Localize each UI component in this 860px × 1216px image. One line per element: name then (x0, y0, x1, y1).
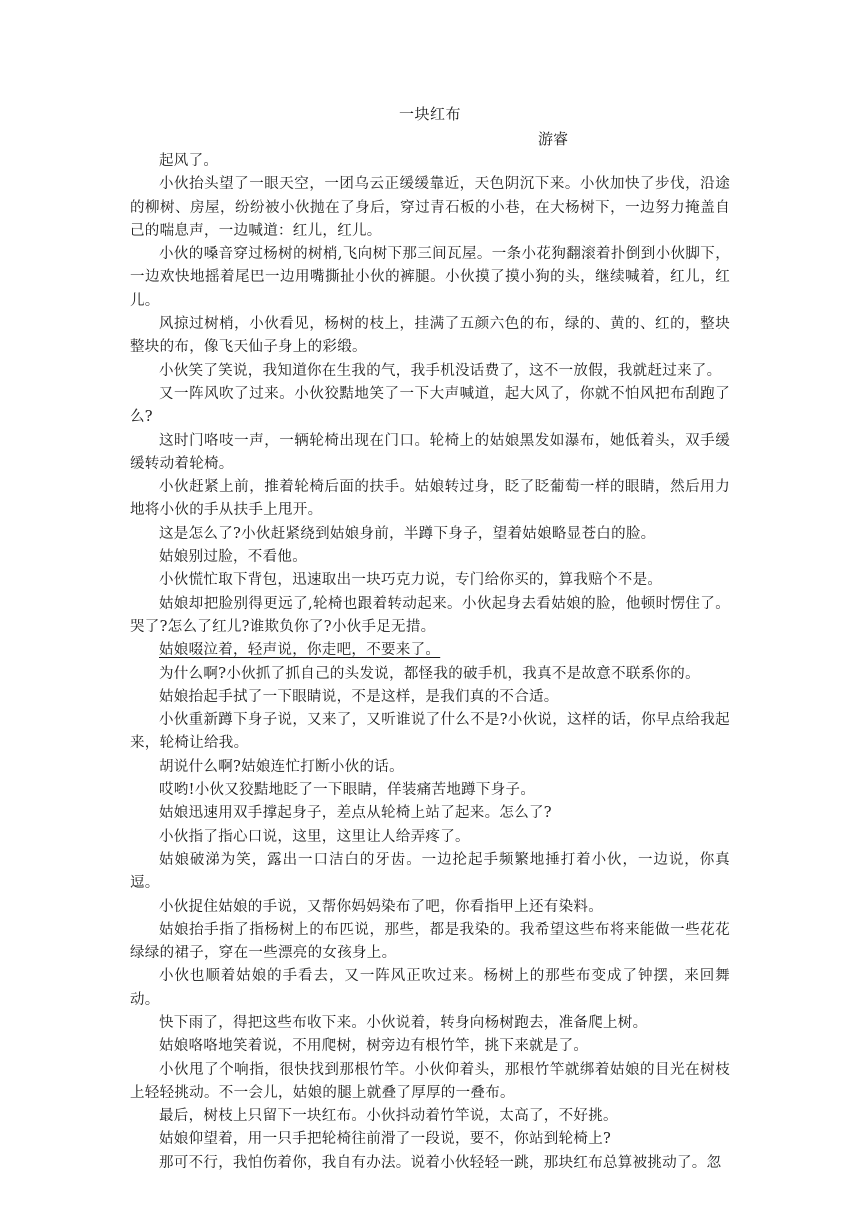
paragraph: 小伙也顺着姑娘的手看去，又一阵风正吹过来。杨树上的那些布变成了钟摆，来回舞动。 (130, 968, 730, 1008)
paragraph: 最后，树枝上只留下一块红布。小伙抖动着竹竿说，太高了，不好挑。 (159, 1108, 618, 1125)
paragraph: 哎哟!小伙又狡黠地眨了一下眼睛，佯装痛苦地蹲下身子。 (159, 782, 536, 799)
paragraph: 这时门咯吱一声，一辆轮椅出现在门口。轮椅上的姑娘黑发如瀑布，她低着头，双手缓缓转动着轮椅。 (130, 432, 730, 472)
author-name: 游睿 (538, 130, 569, 148)
paragraph: 姑娘却把脸别得更远了,轮椅也跟着转动起来。小伙起身去看姑娘的脸，他顿时愣住了。哭了?怎么了红儿?谁欺负你了?小伙手足无措。 (130, 595, 730, 635)
paragraph: 这是怎么了?小伙赶紧绕到姑娘身前，半蹲下身子，望着姑娘略显苍白的脸。 (159, 525, 656, 542)
paragraph: 小伙笑了笑说，我知道你在生我的气，我手机没话费了，这不一放假，我就赶过来了。 (159, 362, 722, 379)
paragraph: 小伙捉住姑娘的手说，又帮你妈妈染布了吧，你看指甲上还有染料。 (159, 898, 603, 915)
underlined-text: 姑娘啜泣着，轻声说，你走吧，不要来了。 (159, 642, 441, 659)
paragraph: 姑娘咯咯地笑着说，不用爬树，树旁边有根竹竿，挑下来就是了。 (159, 1038, 589, 1055)
paragraph: 小伙赶紧上前，推着轮椅后面的扶手。姑娘转过身，眨了眨葡萄一样的眼睛，然后用力地将小伙的手从扶手上甩开。 (130, 479, 730, 519)
paragraph: 小伙重新蹲下身子说，又来了，又听谁说了什么不是?小伙说，这样的话，你早点给我起来，轮椅让给我。 (130, 712, 730, 752)
paragraph: 风掠过树梢，小伙看见，杨树的枝上，挂满了五颜六色的布，绿的、黄的、红的，整块整块的布，像飞天仙子身上的彩缎。 (130, 316, 730, 356)
paragraph: 起风了。 (159, 153, 219, 169)
paragraph: 为什么啊?小伙抓了抓自己的头发说，都怪我的破手机，我真不是故意不联系你的。 (159, 665, 700, 682)
paragraph: 姑娘抬起手拭了一下眼睛说，不是这样，是我们真的不合适。 (159, 688, 559, 705)
underlined-paragraph (130, 639, 730, 662)
paragraph: 姑娘抬手指了指杨树上的布匹说，那些，都是我染的。我希望这些布将来能做一些花花绿绿的裙子，穿在一些漂亮的女孩身上。 (130, 921, 730, 962)
paragraph: 小伙抬头望了一眼天空，一团乌云正缓缓靠近，天色阴沉下来。小伙加快了步伐，沿途的柳树、房屋，纷纷被小伙抛在了身后，穿过青石板的小巷，在大杨树下，一边努力掩盖自己的喘息声，一边喊道：红儿，红儿。 (130, 176, 730, 239)
paragraph: 小伙甩了个响指，很快找到那根竹竿。小伙仰着头，那根竹竿就绑着姑娘的目光在树枝上轻轻挑动。不一会儿，姑娘的腿上就叠了厚厚的一叠布。 (130, 1061, 730, 1101)
paragraph: 小伙慌忙取下背包，迅速取出一块巧克力说，专门给你买的，算我赔个不是。 (159, 572, 663, 589)
paragraph: 又一阵风吹了过来。小伙狡黠地笑了一下大声喊道，起大风了，你就不怕风把布刮跑了么? (130, 385, 730, 426)
story-title: 一块红布 (398, 105, 461, 123)
paragraph: 姑娘破涕为笑，露出一口洁白的牙齿。一边抡起手频繁地捶打着小伙，一边说，你真逗。 (130, 851, 730, 892)
paragraph: 快下雨了，得把这些布收下来。小伙说着，转身向杨树跑去，准备爬上树。 (159, 1014, 648, 1031)
paragraph: 那可不行，我怕伤着你，我自有办法。说着小伙轻轻一跳，那块红布总算被挑动了。忽 (159, 1154, 722, 1171)
paragraph: 姑娘别过脸，不看他。 (159, 549, 307, 566)
paragraph: 姑娘仰望着，用一只手把轮椅往前滑了一段说，要不，你站到轮椅上? (159, 1131, 612, 1148)
paragraph: 胡说什么啊?姑娘连忙打断小伙的话。 (159, 758, 404, 775)
story-body (130, 150, 730, 1175)
paragraph: 小伙的嗓音穿过杨树的树梢,飞向树下那三间瓦屋。一条小花狗翻滚着扑倒到小伙脚下，一边欢快地摇着尾巴一边用嘴撕扯小伙的裤腿。小伙摸了摸小狗的头，继续喊着，红儿，红儿。 (130, 246, 730, 309)
paragraph: 姑娘迅速用双手撑起身子，差点从轮椅上站了起来。怎么了? (159, 805, 552, 822)
paragraph: 小伙指了指心口说，这里，这里让人给弄疼了。 (159, 828, 470, 845)
